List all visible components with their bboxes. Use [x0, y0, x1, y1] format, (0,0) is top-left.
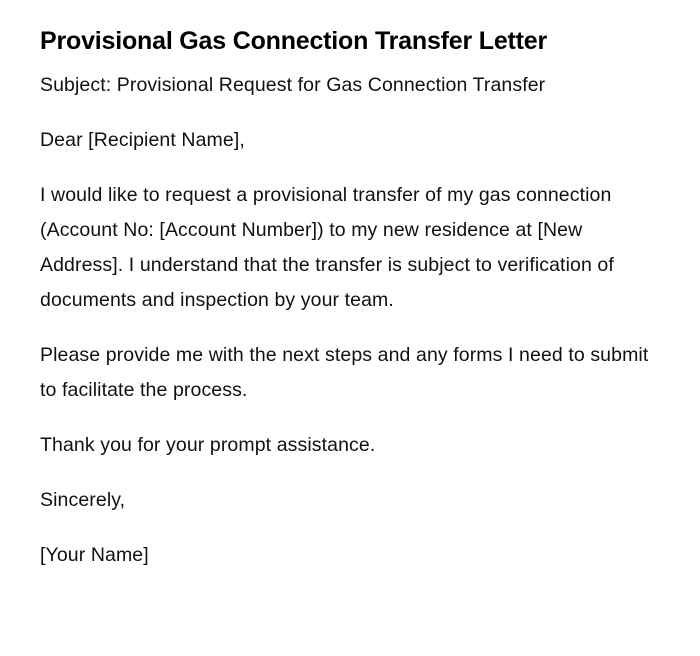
body-paragraph-request: I would like to request a provisional transfer of my gas connection (Account No: [Account Number]) to my new residence at [New Address]. I understand that the transfer is subject to verification of documents and inspection by your team.	[40, 184, 614, 311]
signature: [Your Name]	[40, 544, 149, 566]
closing: Sincerely,	[40, 489, 126, 511]
body-paragraph-next-steps: Please provide me with the next steps and any forms I need to submit to facilitate the process.	[40, 344, 649, 401]
document-title: Provisional Gas Connection Transfer Letter	[40, 27, 548, 55]
salutation: Dear [Recipient Name],	[40, 129, 245, 151]
body-paragraph-thanks: Thank you for your prompt assistance.	[40, 434, 376, 456]
subject-line: Subject: Provisional Request for Gas Connection Transfer	[40, 74, 546, 96]
